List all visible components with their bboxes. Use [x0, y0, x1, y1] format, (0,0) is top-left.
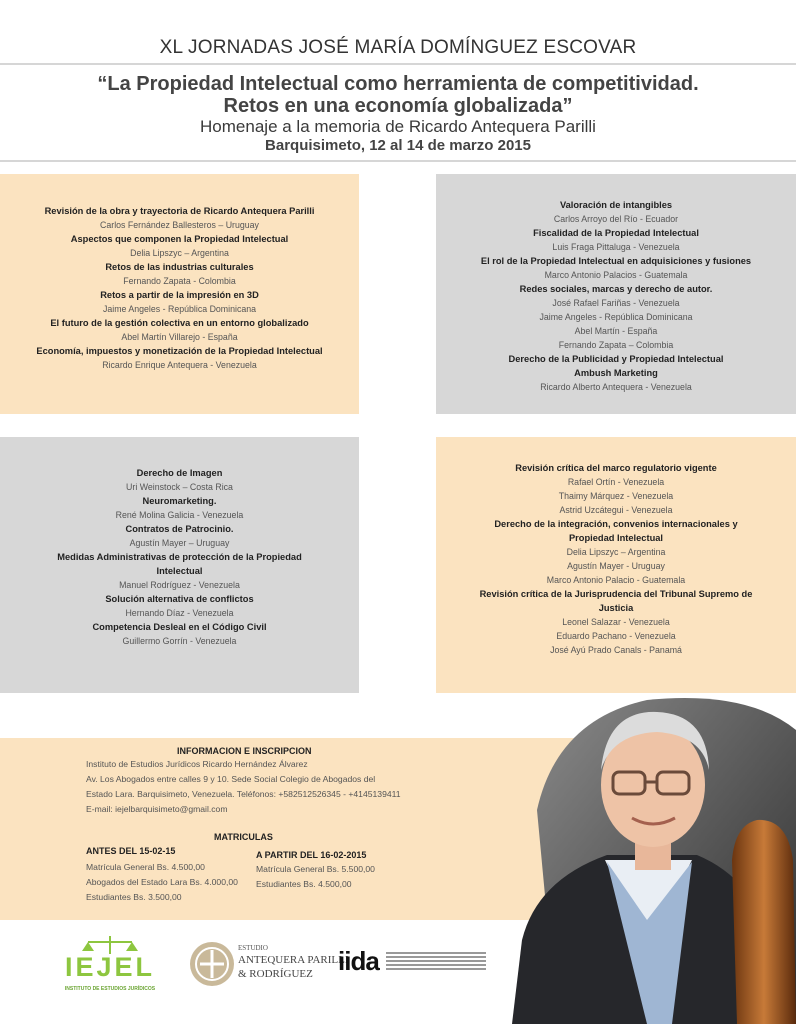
session-title: Retos a partir de la impresión en 3D [100, 290, 259, 300]
speaker-name: Ricardo Enrique Antequera - Venezuela [102, 360, 257, 370]
fee-line: Estudiantes Bs. 4.500,00 [256, 879, 352, 889]
info-line: Estado Lara. Barquisimeto, Venezuela. Teléfonos: +582512526345 - +4145139411 [86, 789, 401, 799]
speaker-name: Leonel Salazar - Venezuela [562, 617, 670, 627]
speaker-name: Carlos Arroyo del Río - Ecuador [553, 214, 679, 224]
header-divider-bottom [0, 160, 796, 162]
fee-line: Matrícula General Bs. 4.500,00 [86, 862, 205, 872]
session-title: Competencia Desleal en el Código Civil [92, 622, 267, 632]
session-title: Derecho de la integración, convenios internacionales y [494, 519, 738, 529]
iejel-logo [58, 934, 162, 1004]
event-title: XL JORNADAS JOSÉ MARÍA DOMÍNGUEZ ESCOVAR [159, 37, 637, 58]
speaker-name: Manuel Rodríguez - Venezuela [119, 580, 240, 590]
speaker-name: Jaime Angeles - República Dominicana [539, 312, 693, 322]
session-title: Neuromarketing. [142, 496, 217, 506]
session-title: Retos de las industrias culturales [105, 262, 254, 272]
speaker-name: Delia Lipszyc – Argentina [130, 248, 229, 258]
speaker-name: René Molina Galicia - Venezuela [115, 510, 244, 520]
session-title: Revisión de la obra y trayectoria de Ricardo Antequera Parilli [44, 206, 315, 216]
estudio-logo [188, 938, 349, 998]
topic-panel-top-right [436, 174, 796, 414]
session-title: Derecho de la Publicidad y Propiedad Intelectual [508, 354, 724, 364]
speaker-name: Abel Martín - España [574, 326, 658, 336]
session-title: Economía, impuestos y monetización de la Propiedad Intelectual [36, 346, 323, 356]
session-title: Medidas Administrativas de protección de la Propiedad [57, 552, 302, 562]
session-title: Justicia [598, 603, 634, 613]
place-date: Barquisimeto, 12 al 14 de marzo 2015 [265, 137, 531, 154]
speaker-name: Marco Antonio Palacio - Guatemala [546, 575, 686, 585]
fees-heading: MATRICULAS [214, 832, 273, 842]
speaker-name: José Ayú Prado Canals - Panamá [550, 645, 682, 655]
session-title: El futuro de la gestión colectiva en un entorno globalizado [50, 318, 309, 328]
iida-fine-print [386, 950, 486, 972]
main-title-line-2: Retos en una economía globalizada” [223, 95, 573, 117]
session-title: Ambush Marketing [574, 368, 658, 378]
homage-subtitle: Homenaje a la memoria de Ricardo Antequera Parilli [200, 117, 596, 136]
topic-panel-bottom-right [436, 437, 796, 693]
speaker-name: Fernando Zapata - Colombia [123, 276, 236, 286]
session-title: Redes sociales, marcas y derecho de autor. [519, 284, 713, 294]
speaker-name: Agustín Mayer – Uruguay [129, 538, 230, 548]
session-title: El rol de la Propiedad Intelectual en adquisiciones y fusiones [480, 256, 752, 266]
speaker-name: Carlos Fernández Ballesteros – Uruguay [100, 220, 259, 230]
speaker-name: Marco Antonio Palacios - Guatemala [544, 270, 688, 280]
page-header [0, 0, 796, 165]
session-title: Contratos de Patrocinio. [125, 524, 234, 534]
speaker-name: Rafael Ortín - Venezuela [567, 477, 665, 487]
topic-panel-top-left [0, 174, 359, 414]
session-title: Valoración de intangibles [559, 200, 673, 210]
speaker-name: Ricardo Alberto Antequera - Venezuela [540, 382, 692, 392]
estudio-name-line-2: & RODRÍGUEZ [238, 968, 313, 980]
iejel-wordmark: IEJEL [64, 952, 156, 982]
sponsor-logos [0, 920, 796, 1024]
iida-wordmark: iida [338, 946, 379, 976]
seal-icon [188, 938, 236, 990]
info-heading: INFORMACION E INSCRIPCION [177, 746, 312, 756]
info-line: Av. Los Abogados entre calles 9 y 10. Sede Social Colegio de Abogados del [86, 774, 376, 784]
speaker-name: Thaimy Márquez - Venezuela [558, 491, 674, 501]
session-title: Solución alternativa de conflictos [105, 594, 254, 604]
session-title: Fiscalidad de la Propiedad Intelectual [533, 228, 699, 238]
speaker-name: Jaime Angeles - República Dominicana [102, 304, 257, 314]
estudio-small-label: ESTUDIO [238, 944, 268, 952]
topic-panel-bottom-left [0, 437, 359, 693]
speaker-name: Agustín Mayer - Uruguay [567, 561, 665, 571]
session-title: Aspectos que componen la Propiedad Intelectual [70, 234, 289, 244]
fees-before-label: ANTES DEL 15-02-15 [86, 846, 176, 856]
session-title: Propiedad Intelectual [568, 533, 664, 543]
speaker-name: Guillermo Gorrín - Venezuela [122, 636, 237, 646]
fee-line: Matrícula General Bs. 5.500,00 [256, 864, 375, 874]
speaker-name: Uri Weinstock – Costa Rica [126, 482, 233, 492]
fees-after-label: A PARTIR DEL 16-02-2015 [256, 850, 367, 860]
speaker-name: Astrid Uzcátegui - Venezuela [559, 505, 673, 515]
speaker-name: Delia Lipszyc – Argentina [566, 547, 666, 557]
speaker-name: Abel Martín Villarejo - España [121, 332, 238, 342]
speaker-name: Luis Fraga Pittaluga - Venezuela [552, 242, 680, 252]
session-title: Revisión crítica de la Jurisprudencia del Tribunal Supremo de [479, 589, 753, 599]
main-title-line-1: “La Propiedad Intelectual como herramienta de competitividad. [97, 73, 699, 95]
speaker-name: Hernando Díaz - Venezuela [125, 608, 234, 618]
speaker-name: Eduardo Pachano - Venezuela [556, 631, 676, 641]
fee-line: Abogados del Estado Lara Bs. 4.000,00 [86, 877, 238, 887]
email-text: E-mail: iejelbarquisimeto@gmail.com [86, 804, 228, 814]
session-title: Derecho de Imagen [136, 468, 223, 478]
info-line: Instituto de Estudios Jurídicos Ricardo Hernández Álvarez [86, 759, 308, 769]
header-divider [0, 63, 796, 65]
speaker-name: Fernando Zapata – Colombia [558, 340, 674, 350]
fee-line: Estudiantes Bs. 3.500,00 [86, 892, 182, 902]
iejel-caption: INSTITUTO DE ESTUDIOS JURÍDICOS [64, 986, 156, 992]
estudio-name-line-1: ANTEQUERA PARILLI [238, 954, 349, 966]
session-title: Revisión crítica del marco regulatorio vigente [515, 463, 717, 473]
iida-logo [338, 946, 488, 986]
session-title: Intelectual [156, 566, 203, 576]
speaker-name: José Rafael Fariñas - Venezuela [552, 298, 680, 308]
